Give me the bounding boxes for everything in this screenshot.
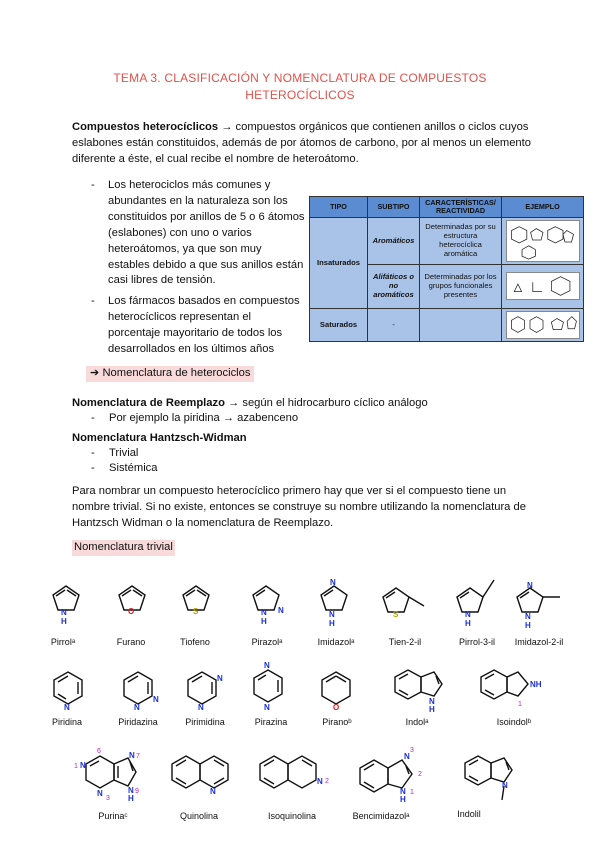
aromatic-examples-icon bbox=[506, 220, 580, 262]
pirrol-structure-icon bbox=[46, 582, 86, 626]
cell-char-arom: Determinadas por su estructura heterocíclica aromática bbox=[420, 217, 502, 264]
nomenclature-heading: ➔ Nomenclatura de heterociclos bbox=[86, 366, 254, 382]
cell-sat-sub: - bbox=[368, 308, 420, 341]
molecule-name: Indolᵃ bbox=[405, 717, 429, 727]
atom-label: N bbox=[329, 610, 335, 619]
atom-label: N bbox=[278, 606, 284, 615]
atom-label: N bbox=[64, 703, 70, 712]
atom-label: H bbox=[329, 619, 335, 628]
molecule-name: Piranoᵇ bbox=[322, 717, 352, 727]
trivial-heading: Nomenclatura trivial bbox=[72, 540, 175, 556]
molecule-name: Pirazolᵃ bbox=[251, 637, 283, 647]
atom-label: N bbox=[198, 703, 204, 712]
piridazina-structure-icon bbox=[120, 668, 160, 712]
position-number: 7 bbox=[136, 753, 140, 760]
atom-label: N bbox=[404, 752, 410, 761]
hantzsch-item bbox=[91, 446, 138, 462]
header-tipo: TIPO bbox=[310, 197, 368, 218]
molecule-name: Purinaᶜ bbox=[98, 811, 128, 821]
molecule-name: Imidazol-2-il bbox=[514, 637, 564, 647]
atom-label: N bbox=[97, 789, 103, 798]
atom-label: N bbox=[261, 608, 267, 617]
table-row bbox=[310, 217, 584, 264]
atom-label: N bbox=[129, 751, 135, 760]
molecule-name: Isoquinolina bbox=[267, 811, 317, 821]
atom-label: H bbox=[400, 795, 406, 802]
reemplazo-example bbox=[91, 411, 298, 427]
example-saturated bbox=[502, 308, 584, 341]
cell-char-alif: Determinadas por los grupos funcionales presentes bbox=[420, 264, 502, 308]
atom-label: H bbox=[429, 705, 435, 712]
position-number: 6 bbox=[97, 748, 101, 755]
indol-structure-icon bbox=[392, 662, 446, 712]
atom-label: H bbox=[128, 794, 134, 802]
indolil-structure-icon bbox=[462, 748, 522, 804]
bullet-dash: - bbox=[91, 447, 95, 459]
imidazol-structure-icon bbox=[314, 578, 354, 628]
atom-label: N bbox=[80, 761, 86, 770]
molecule-name: Piridina bbox=[51, 717, 82, 727]
pirazol-structure-icon bbox=[246, 582, 290, 626]
title-line-1: TEMA 3. CLASIFICACIÓN Y NOMENCLATURA DE COMPUESTOS bbox=[113, 71, 487, 85]
tiofeno-structure-icon bbox=[176, 582, 216, 626]
example-aromatic bbox=[502, 217, 584, 264]
example-aliphatic bbox=[502, 264, 584, 308]
quinolina-structure-icon bbox=[168, 752, 236, 796]
hantzsch-sistematica: Sistémica bbox=[109, 462, 158, 474]
reemplazo-term: Nomenclatura de Reemplazo bbox=[72, 397, 225, 409]
molecule-name: Bencimidazolᵃ bbox=[352, 811, 410, 821]
position-number: 3 bbox=[410, 747, 414, 754]
atom-label: NH bbox=[530, 680, 542, 689]
molecule-name: Pirimidina bbox=[185, 717, 225, 727]
atom-label: N bbox=[264, 661, 270, 670]
atom-label: H bbox=[525, 621, 531, 630]
bullet-dash: - bbox=[91, 295, 95, 307]
atom-label: H bbox=[61, 617, 67, 626]
atom-label: N bbox=[330, 578, 336, 587]
intro-term: Compuestos heterocíclicos bbox=[72, 121, 219, 133]
reemplazo-text: → según el hidrocarburo cíclico análogo bbox=[224, 397, 428, 409]
position-number: 2 bbox=[418, 771, 422, 778]
atom-label: N bbox=[217, 674, 223, 683]
atom-label: N bbox=[400, 787, 406, 796]
hantzsch-item bbox=[91, 461, 158, 477]
atom-label: N bbox=[153, 695, 159, 704]
table-header-row bbox=[310, 197, 584, 218]
header-ejemplo: EJEMPLO bbox=[502, 197, 584, 218]
furano-structure-icon bbox=[112, 582, 152, 626]
bullet-item bbox=[91, 294, 306, 358]
atom-label: O bbox=[333, 703, 340, 712]
saturated-examples-icon bbox=[506, 311, 580, 339]
atom-label: H bbox=[261, 617, 267, 626]
molecule-name: Tien-2-il bbox=[388, 637, 422, 647]
hantzsch-trivial: Trivial bbox=[109, 447, 139, 459]
classification-table bbox=[309, 196, 584, 342]
atom-label: N bbox=[128, 786, 134, 795]
cell-saturados: Saturados bbox=[310, 308, 368, 341]
hantzsch-heading bbox=[72, 431, 542, 447]
atom-label: O bbox=[128, 607, 135, 616]
atom-label: H bbox=[465, 619, 471, 628]
cell-empty bbox=[420, 308, 502, 341]
molecule-name: Piridazina bbox=[118, 717, 158, 727]
position-number: 1 bbox=[410, 789, 414, 796]
aliphatic-examples-icon bbox=[506, 272, 580, 300]
position-number: 9 bbox=[135, 788, 139, 795]
atom-label: S bbox=[193, 607, 199, 616]
piridina-structure-icon bbox=[50, 668, 86, 712]
imidazol-2-il-structure-icon bbox=[512, 582, 568, 630]
atom-label: N bbox=[465, 610, 471, 619]
table-row bbox=[310, 308, 584, 341]
bullet-dash: - bbox=[91, 412, 95, 424]
atom-label: N bbox=[429, 697, 435, 706]
naming-paragraph: Para nombrar un compuesto heterocíclico primero hay que ver si el compuesto tiene un nombre trivial. Si no existe, entonces se construye su nombre utilizando la nomenclatura de Hantzsch Widman o la nomenclatura de Reemplazo. bbox=[72, 485, 526, 529]
molecule-name: Pirrolᵃ bbox=[50, 637, 76, 647]
atom-label: N bbox=[61, 608, 67, 617]
pirimidina-structure-icon bbox=[184, 664, 224, 712]
atom-label: N bbox=[502, 781, 508, 790]
molecule-name: Indolil bbox=[457, 809, 481, 819]
atom-label: N bbox=[210, 787, 216, 796]
page-title bbox=[70, 70, 530, 105]
molecule-name: Furano bbox=[116, 637, 146, 647]
atom-label: N bbox=[317, 777, 323, 786]
cell-aromaticos: Aromáticos bbox=[368, 217, 420, 264]
header-caracteristicas: CARACTERÍSTICAS/ REACTIVIDAD bbox=[420, 197, 502, 218]
molecule-name: Tiofeno bbox=[180, 637, 210, 647]
bullet-text: Los fármacos basados en compuestos heterocíclicos representan el porcentaje mayoritario de todos los desarrollados en los últimos años bbox=[108, 295, 300, 355]
reemplazo-line bbox=[72, 396, 542, 412]
atom-label: N bbox=[527, 582, 533, 590]
bullet-item bbox=[91, 178, 306, 289]
molecule-name: Pirrol-3-il bbox=[459, 637, 495, 647]
atom-label: N bbox=[264, 703, 270, 712]
pirano-structure-icon bbox=[318, 668, 354, 712]
intro-paragraph bbox=[72, 120, 534, 168]
bullet-dash: - bbox=[91, 179, 95, 191]
reemplazo-item: Por ejemplo la piridina → azabenceno bbox=[109, 412, 299, 424]
atom-label: N bbox=[134, 703, 140, 712]
intro-text: → compuestos orgánicos que contienen anillos o ciclos cuyos eslabones están constituidos, además de por átomos de carbono, por al menos un elemento diferente a éste, el cual recibe el nombre de heteroátomo. bbox=[72, 121, 531, 165]
molecule-name: Pirazina bbox=[254, 717, 288, 727]
header-subtipo: SUBTIPO bbox=[368, 197, 420, 218]
pirrol-3-il-structure-icon bbox=[452, 574, 502, 628]
position-number: 2 bbox=[325, 778, 329, 785]
molecule-name: Quinolina bbox=[179, 811, 219, 821]
position-number: 1 bbox=[518, 701, 522, 708]
title-line-2: HETEROCÍCLICOS bbox=[245, 88, 355, 103]
tien-2-il-structure-icon bbox=[378, 584, 430, 624]
isoquinolina-structure-icon bbox=[256, 752, 340, 796]
molecule-name: Isoindolᵇ bbox=[496, 717, 532, 727]
position-number: 1 bbox=[74, 763, 78, 770]
bencimidazol-structure-icon bbox=[356, 742, 436, 802]
pirazina-structure-icon bbox=[250, 660, 290, 712]
atom-label: S bbox=[393, 610, 399, 619]
bullet-text: Los heterociclos más comunes y abundantes en la naturaleza son los constituidos por anillos de 5 o 6 átomos (eslabones) con uno o varios heteroátomos, ya que son muy estables debido a que sus anillos están casi libres de tensión. bbox=[108, 179, 305, 287]
cell-insaturados: Insaturados bbox=[310, 217, 368, 308]
bullet-dash: - bbox=[91, 462, 95, 474]
isoindol-structure-icon bbox=[478, 664, 548, 710]
hantzsch-term: Nomenclatura Hantzsch-Widman bbox=[72, 432, 247, 444]
molecule-name: Imidazolᵃ bbox=[317, 637, 355, 647]
atom-label: N bbox=[525, 612, 531, 621]
position-number: 3 bbox=[106, 795, 110, 802]
cell-alifaticos: Alifáticos o no aromáticos bbox=[368, 264, 420, 308]
purina-structure-icon bbox=[70, 746, 152, 802]
